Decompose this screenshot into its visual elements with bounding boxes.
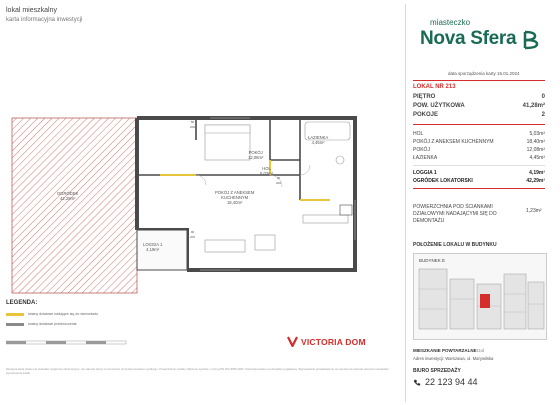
victoria-dom-logo: VICTORIA DOM xyxy=(287,336,366,347)
outdoor-row-garden: OGRÓDEK LOKATORSKI 42,29m² xyxy=(413,178,545,184)
building-location-map xyxy=(413,253,547,340)
toilet xyxy=(336,156,344,164)
room-row-hol: HOL 5,03m² xyxy=(413,131,545,137)
address-name: Izol xyxy=(477,348,485,353)
room-row-bathroom: ŁAZIENKA 4,45m² xyxy=(413,155,545,161)
brand-subtitle: miasteczko xyxy=(430,18,471,27)
lokal-number: LOKAL NR 213 xyxy=(413,84,456,90)
room-loggia-label: LOGGIA 1 4,19m² xyxy=(143,242,163,252)
brand-title: Nova Sfera xyxy=(420,28,517,49)
room-living-label: POKÓJ Z ANEKSEM KUCHENNYM 18,40m² xyxy=(215,190,255,205)
address-title: MIESZKANIE POWTARZALNE xyxy=(413,348,477,353)
legend-demolish: ściany działowe nadające się do demontażu xyxy=(6,312,98,316)
separator xyxy=(413,165,545,166)
accent-line-mid xyxy=(413,124,545,125)
door-dim-3: 90 205 xyxy=(190,230,196,239)
scale-bar xyxy=(6,338,136,348)
garden-area xyxy=(12,118,137,293)
sw-marker xyxy=(340,205,352,215)
building-plan-drawing xyxy=(414,254,546,339)
room-bathroom-label: ŁAZIENKA 4,45m² xyxy=(308,135,329,145)
accent-line-low xyxy=(413,188,545,189)
room-garden-label: OGRÓDEK 42,29m² xyxy=(57,191,79,201)
stat-area: POW. UŻYTKOWA 41,28m² xyxy=(413,103,545,109)
panel-divider xyxy=(405,4,406,402)
card-date: data sporządzenia karty 15.01.2024 xyxy=(448,71,520,76)
legend-partition: ściany działowe przekroczenia xyxy=(6,322,77,326)
kitchen-counter xyxy=(303,215,348,223)
legend-swatch-gray xyxy=(6,323,24,326)
sofa xyxy=(205,240,245,252)
legend-title: LEGENDA: xyxy=(6,300,38,306)
door-dim-2: 90 200 xyxy=(276,176,282,185)
victoria-dom-icon xyxy=(287,336,298,347)
sales-office-title: BIURO SPRZEDAŻY xyxy=(413,368,461,374)
stat-floor: PIĘTRO 0 xyxy=(413,94,545,100)
page-title: lokal mieszkalny xyxy=(6,7,57,14)
stat-rooms: POKOJE 2 xyxy=(413,112,545,118)
accent-line-top xyxy=(413,80,545,81)
location-title: POŁOŻENIE LOKALU W BUDYNKU xyxy=(413,242,497,248)
apartment-marker xyxy=(480,294,490,308)
removable-walls-label: POWIERZCHNIA POD ŚCIANKAMI DZIAŁOWYMI NADAJĄCYMI SIĘ DO DEMONTAŻU xyxy=(413,204,497,224)
address-line: Adres inwestycji: Warszawa, ul. Marywilska xyxy=(413,356,494,361)
footnote: Niniejsza karta lokalu ma charakter wyłącznie informacyjny i nie stanowi oferty w rozumieniu przepisów kodeksu cywilnego. Powierzchnie zostały obliczone zgodnie z normą PN-ISO 9836:1997. Aranżacja lokalu ma charakter poglądowy. Wyposażenie przedstawione na rysunku nie stanowi elementu standardu wykończenia lokalu. xyxy=(6,367,389,375)
building-label: BUDYNEK E xyxy=(419,258,446,263)
phone-icon xyxy=(413,379,421,387)
removable-walls-value: 1,23m² xyxy=(526,208,542,214)
room-bedroom-label: POKÓJ 12,08m² xyxy=(248,150,264,160)
brand-b-icon xyxy=(522,30,540,50)
room-hall-label: HOL 5,03m² xyxy=(260,166,274,176)
door-dim-1: 80 200 xyxy=(190,120,196,129)
room-row-living: POKÓJ Z ANEKSEM KUCHENNYM 18,40m² xyxy=(413,139,545,145)
room-row-bedroom: POKÓJ 12,08m² xyxy=(413,147,545,153)
page-subtitle: karta informacyjna inwestycji xyxy=(6,17,83,23)
outdoor-row-loggia: LOGGIA 1 4,19m² xyxy=(413,170,545,176)
sales-phone[interactable]: 22 123 94 44 xyxy=(425,377,478,387)
dining-table xyxy=(255,235,275,250)
legend-swatch-yellow xyxy=(6,313,24,316)
